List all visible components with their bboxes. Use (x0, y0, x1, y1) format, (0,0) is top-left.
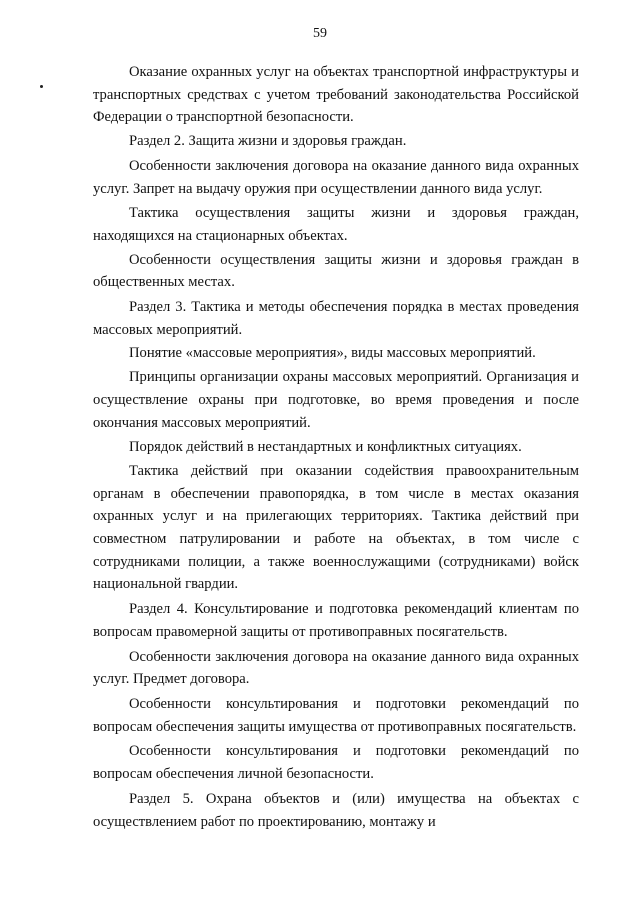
paragraph: Раздел 2. Защита жизни и здоровья граждан. (129, 133, 407, 150)
scan-speck (40, 85, 43, 88)
paragraph: Порядок действий в нестандартных и конфликтных ситуациях. (129, 439, 522, 456)
document-body (93, 61, 579, 833)
paragraph: Особенности осуществления защиты жизни и здоровья граждан в общественных местах. (93, 251, 579, 291)
paragraph: Особенности консультирования и подготовки рекомендаций по вопросам обеспечения личной безопасности. (93, 743, 579, 783)
paragraph: Понятие «массовые мероприятия», виды массовых мероприятий. (129, 345, 536, 362)
paragraph: Раздел 5. Охрана объектов и (или) имущества на объектах с осуществлением работ по проектированию, монтажу и (93, 790, 579, 830)
paragraph: Тактика действий при оказании содействия правоохранительным органам в обеспечении правопорядка, в том числе в местах оказания охранных услуг и на прилегающих территориях. Тактика действий при совместном патрулировании и работе на объектах, в том числе с сотрудниками полиции, а также военнослужащими (сотрудниками) войск национальной гвардии. (93, 462, 579, 593)
paragraph: Особенности заключения договора на оказание данного вида охранных услуг. Предмет договора. (93, 648, 579, 688)
paragraph: Оказание охранных услуг на объектах транспортной инфраструктуры и транспортных средствах с учетом требований законодательства Российской Федерации о транспортной безопасности. (93, 64, 579, 126)
paragraph: Особенности консультирования и подготовки рекомендаций по вопросам обеспечения защиты имущества от противоправных посягательств. (93, 695, 579, 735)
paragraph: Особенности заключения договора на оказание данного вида охранных услуг. Запрет на выдачу оружия при осуществлении данного вида услуг. (93, 157, 579, 197)
paragraph: Принципы организации охраны массовых мероприятий. Организация и осуществление охраны при подготовке, во время проведения и после окончания массовых мероприятий. (93, 369, 579, 431)
page-number: 59 (313, 26, 327, 41)
paragraph: Раздел 3. Тактика и методы обеспечения порядка в местах проведения массовых мероприятий. (93, 299, 579, 338)
paragraph: Тактика осуществления защиты жизни и здоровья граждан, находящихся на стационарных объектах. (93, 205, 579, 244)
paragraph: Раздел 4. Консультирование и подготовка рекомендаций клиентам по вопросам правомерной защиты от противоправных посягательств. (93, 601, 579, 640)
